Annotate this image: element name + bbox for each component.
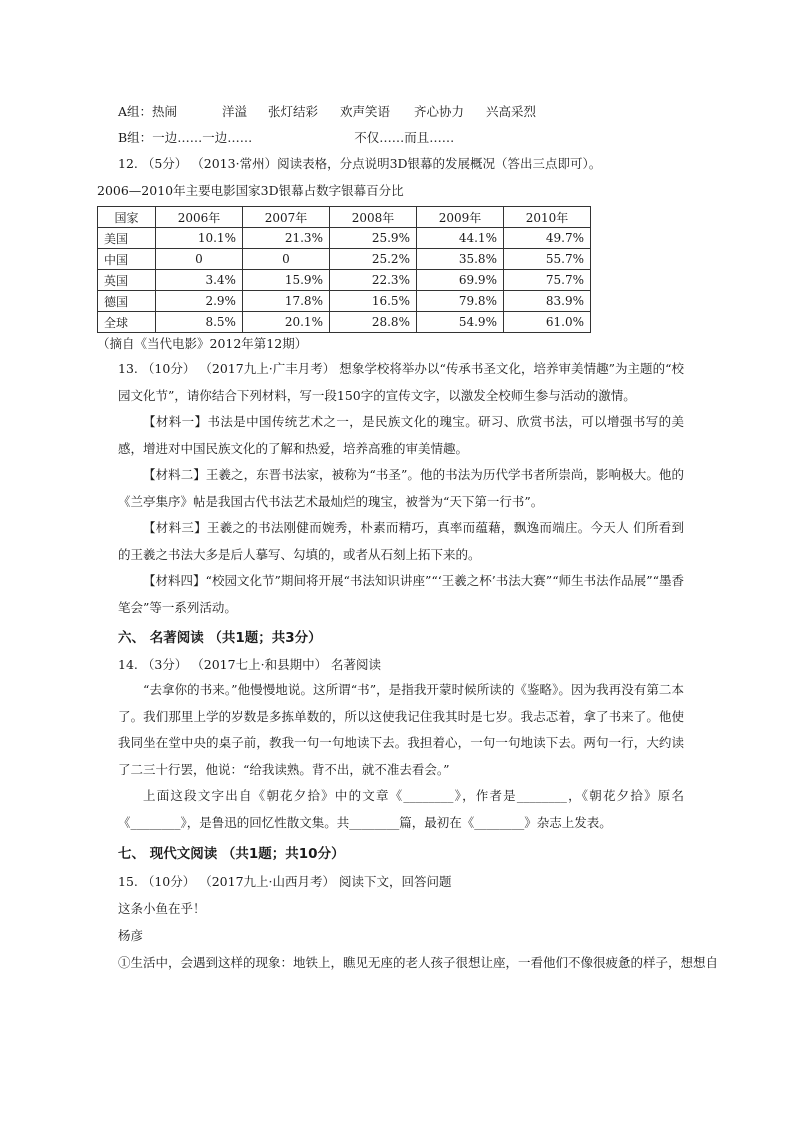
q14-question: 14. （3分） （2017七上·和县期中） 名著阅读	[118, 657, 382, 672]
screen-stats-table	[97, 206, 591, 333]
table-cell: 10.1%	[155, 228, 242, 249]
group-b-row	[118, 130, 454, 146]
table-header-cell: 2010年	[503, 207, 590, 228]
table-cell: 79.8%	[416, 291, 503, 312]
table-cell: 25.9%	[329, 228, 416, 249]
table-cell: 20.1%	[242, 312, 329, 333]
table-header-cell: 2006年	[155, 207, 242, 228]
table-cell: 22.3%	[329, 270, 416, 291]
table-cell: 15.9%	[242, 270, 329, 291]
material-3-text: 【材料三】王羲之的书法刚健而婉秀，朴素而精巧，真率而蕴藉，飘逸而端庄。今天人 们所看到的王羲之书法大多是后人摹写、勾填的，或者从石刻上拓下来的。	[118, 520, 684, 562]
table-cell: 3.4%	[155, 270, 242, 291]
material-1	[118, 382, 684, 409]
table-row	[98, 291, 591, 312]
table-row	[98, 228, 591, 249]
group-b-label: B组：	[118, 130, 153, 145]
q12-question: 12. （5分） （2013·常州）阅读表格，分点说明3D银幕的发展概况（答出三点即可）。	[118, 156, 602, 171]
table-row	[98, 249, 591, 270]
table-cell: 55.7%	[503, 249, 590, 270]
table-cell: 0	[242, 249, 329, 270]
group-b-item: 不仅……而且……	[354, 130, 455, 145]
table-header-cell: 2007年	[242, 207, 329, 228]
table-cell: 17.8%	[242, 291, 329, 312]
table-cell: 全球	[98, 312, 156, 333]
group-a-word: 热闹	[152, 104, 178, 119]
group-a-word: 兴高采烈	[486, 104, 537, 119]
table-cell: 德国	[98, 291, 156, 312]
table-cell: 61.0%	[503, 312, 590, 333]
table-cell: 49.7%	[503, 228, 590, 249]
table-header-cell: 国家	[98, 207, 156, 228]
q14-prompt: 上面这段文字出自《朝花夕拾》中的文章《________》，作者是________，《朝花夕拾》原名《________》，是鲁迅的回忆性散文集。共________篇，最初在《________》杂志上发表。	[118, 788, 684, 830]
table-cell: 54.9%	[416, 312, 503, 333]
table-cell: 0	[155, 249, 242, 270]
table-header-cell: 2008年	[329, 207, 416, 228]
table-row	[98, 312, 591, 333]
table-cell: 75.7%	[503, 270, 590, 291]
material-4-text: 【材料四】“校园文化节”期间将开展“书法知识讲座”“‘王羲之杯’书法大赛”“师生书法作品展”“墨香笔会”等一系列活动。	[118, 573, 684, 615]
table-header-row	[98, 207, 591, 228]
table-cell: 25.2%	[329, 249, 416, 270]
group-b-item: 一边……一边……	[152, 130, 253, 145]
section-6-title: 六、 名著阅读 （共1题；共3分）	[118, 630, 322, 646]
group-a-label: A组：	[118, 104, 153, 119]
table-cell: 83.9%	[503, 291, 590, 312]
table-source: （摘自《当代电影》2012年第12期）	[97, 336, 308, 351]
group-a-row	[118, 104, 536, 120]
article-paragraph: ①生活中，会遇到这样的现象：地铁上，瞧见无座的老人孩子很想让座，一看他们不像很疲惫的样子，想想自	[118, 955, 719, 970]
article-author: 杨彦	[118, 928, 144, 943]
table-cell: 16.5%	[329, 291, 416, 312]
table-row	[98, 270, 591, 291]
table-cell: 美国	[98, 228, 156, 249]
group-a-word: 齐心协力	[414, 104, 465, 119]
table-cell: 8.5%	[155, 312, 242, 333]
table-cell: 中国	[98, 249, 156, 270]
table-cell: 69.9%	[416, 270, 503, 291]
group-a-word: 洋溢	[222, 104, 248, 119]
table-cell: 28.8%	[329, 312, 416, 333]
group-a-word: 张灯结彩	[268, 104, 319, 119]
table-cell: 英国	[98, 270, 156, 291]
article-title: 这条小鱼在乎！	[118, 901, 206, 916]
table-cell: 35.8%	[416, 249, 503, 270]
group-a-word: 欢声笑语	[340, 104, 391, 119]
material-1-text: 【材料一】书法是中国传统艺术之一，是民族文化的瑰宝。研习、欣赏书法，可以增强书写的美感，增进对中国民族文化的了解和热爱，培养高雅的审美情趣。	[118, 414, 684, 456]
section-7-title: 七、 现代文阅读 （共1题；共10分）	[118, 846, 345, 862]
q15-question: 15. （10分） （2017九上·山西月考） 阅读下文，回答问题	[118, 874, 452, 889]
table-cell: 44.1%	[416, 228, 503, 249]
q14-passage: “去拿你的书来。”他慢慢地说。这所谓“书”，是指我开蒙时候所读的《鉴略》。因为我再没有第二本了。我们那里上学的岁数是多拣单数的，所以这使我记住我其时是七岁。我忐忑着，拿了书来了。他使我同坐在堂中央的桌子前，教我一句一句地读下去。我担着心，一句一句地读下去。两句一行，大约读了二三十行罢，他说：“给我读熟。背不出，就不准去看会。”	[118, 682, 684, 777]
table-header-cell: 2009年	[416, 207, 503, 228]
material-2-text: 【材料二】王羲之，东晋书法家，被称为“书圣”。他的书法为历代学书者所崇尚，影响极大。他的《兰亭集序》帖是我国古代书法艺术最灿烂的瑰宝，被誉为“天下第一行书”。	[118, 467, 684, 509]
table-cell: 2.9%	[155, 291, 242, 312]
table-cell: 21.3%	[242, 228, 329, 249]
q13-question: 13. （10分） （2017九上·广丰月考） 想象学校将举办以“传承书圣文化，培养审美情趣”为主题的“校园文化节”，请你结合下列材料，写一段150字的宣传文字，以激发全校师生参与活动的激情。	[118, 361, 684, 403]
table-title: 2006—2010年主要电影国家3D银幕占数字银幕百分比	[97, 183, 404, 198]
